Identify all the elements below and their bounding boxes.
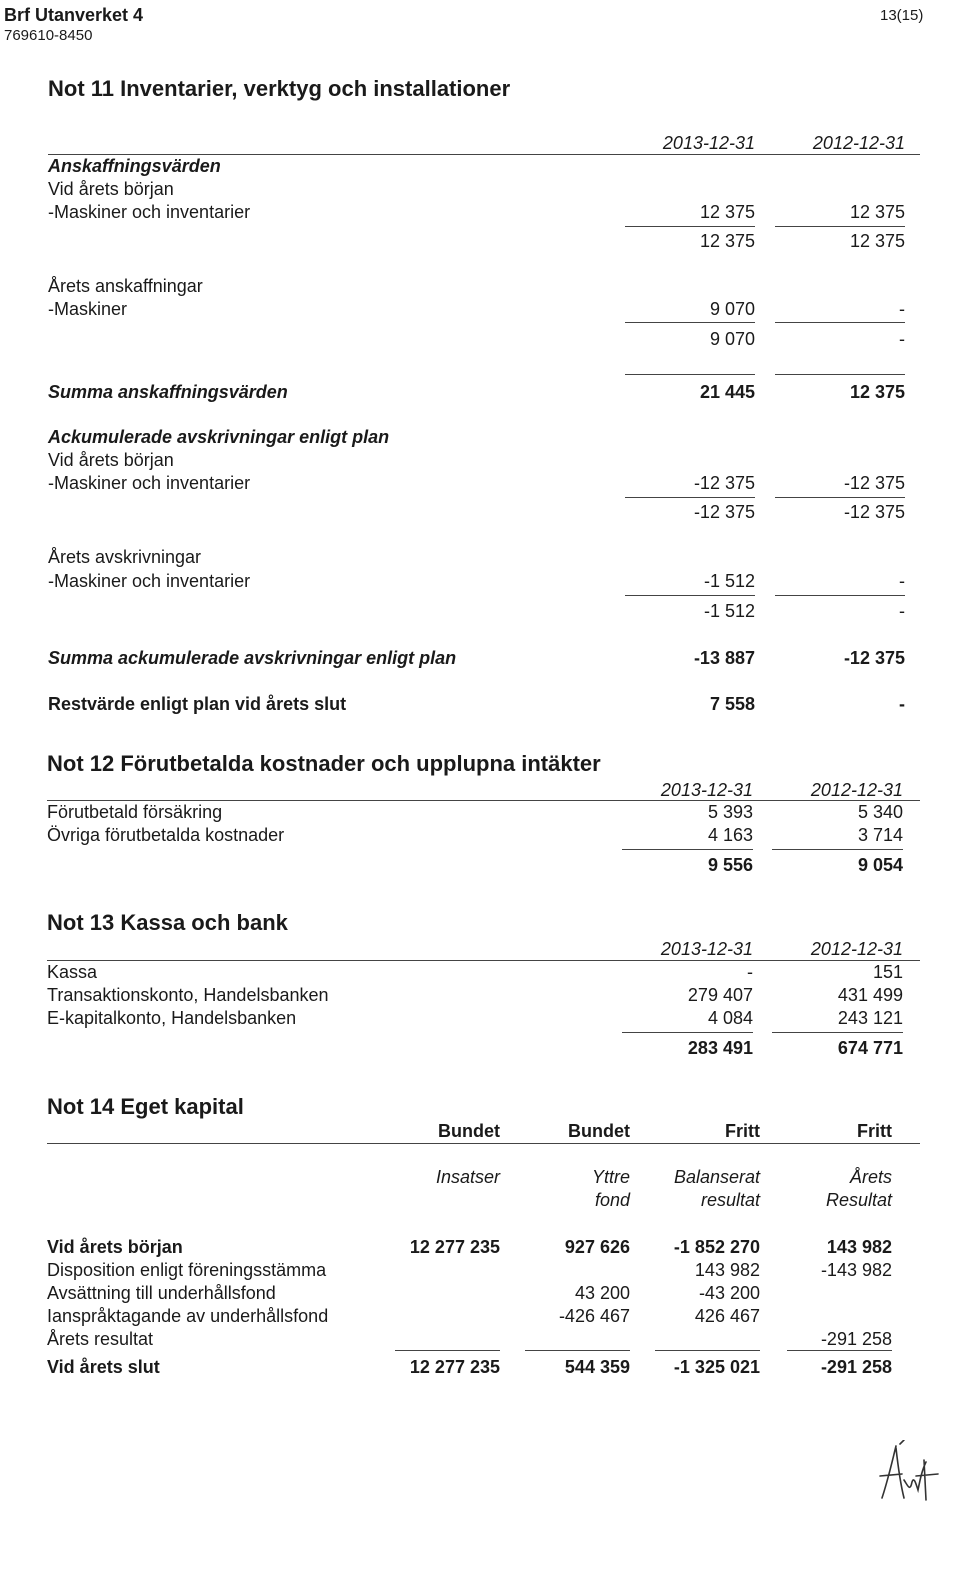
signature-initials [868,1440,948,1510]
total-rule [622,849,753,850]
note12-row-2013: 5 393 [707,802,753,822]
maskiner-inventarier-label: -Maskiner och inventarier [48,202,251,222]
avskr-maskiner-2013: -1 512 [703,571,755,591]
subtotal-2012: - [899,329,905,349]
subtotal-rule [775,226,905,227]
note13-total-2012: 674 771 [837,1038,903,1058]
note14-cell-col2: 544 359 [564,1357,630,1377]
summa-ack-2012: -12 375 [843,648,905,668]
note14-header-rule [47,1143,920,1144]
note14-cell-col2: 927 626 [564,1237,630,1257]
summa-anskaff-2012: 12 375 [849,382,905,402]
total-rule [772,849,903,850]
note14-row-label: Avsättning till underhållsfond [47,1283,276,1303]
note14-sub2-col4: Resultat [825,1190,892,1210]
ack-maskiner-2013: -12 375 [693,473,755,493]
ack-avskr-heading: Ackumulerade avskrivningar enligt plan [48,427,390,447]
note14-cell-col1: 12 277 235 [409,1357,500,1377]
note14-sub-col3: Balanserat [673,1167,760,1187]
subtotal-2013: -12 375 [693,502,755,522]
total-rule [655,1350,760,1351]
summa-anskaff-2013: 21 445 [699,382,755,402]
note13-row-label: Transaktionskonto, Handelsbanken [47,985,329,1005]
subtotal-2013: 12 375 [699,231,755,251]
note14-sub-col4: Årets [849,1167,892,1187]
note14-cell-col3: -1 852 270 [673,1237,760,1257]
note14-sub-col1: Insatser [435,1167,500,1187]
avskr-maskiner-2012: - [899,571,905,591]
subtotal-2013: 9 070 [709,329,755,349]
maskiner-inventarier-2013: 12 375 [699,202,755,222]
note12-row-2013: 4 163 [707,825,753,845]
page-number: 13(15) [880,7,924,24]
note13-row-2013: - [747,962,753,982]
note13-row-2012: 243 121 [837,1008,903,1028]
note14-cell-col1: 12 277 235 [409,1237,500,1257]
arets-anskaffningar-label: Årets anskaffningar [48,276,203,296]
note14-row-label: Vid årets slut [47,1357,160,1377]
note13-total-2013: 283 491 [687,1038,753,1058]
note14-cell-col3: -43 200 [698,1283,760,1303]
anskaff-heading: Anskaffningsvärden [48,156,221,176]
total-rule [787,1350,892,1351]
total-rule [772,1032,903,1033]
note14-sub2-col3: resultat [700,1190,760,1210]
summa-anskaff-label: Summa anskaffningsvärden [48,382,288,402]
maskiner-2013: 9 070 [709,299,755,319]
maskiner-2012: - [899,299,905,319]
note12-row-label: Förutbetald försäkring [47,802,223,822]
note13-row-label: Kassa [47,962,98,982]
note14-cell-col3: -1 325 021 [673,1357,760,1377]
avskr-maskiner-label: -Maskiner och inventarier [48,571,251,591]
note13-col1-header: 2013-12-31 [660,939,753,959]
ack-maskiner-2012: -12 375 [843,473,905,493]
total-rule [625,374,755,375]
note13-row-2013: 279 407 [687,985,753,1005]
restvarde-2013: 7 558 [709,694,755,714]
note14-row-label: Ianspråktagande av underhållsfond [47,1306,329,1326]
note11-header-rule [48,154,920,155]
note11-col2-header: 2012-12-31 [812,133,905,153]
subtotal-2012: -12 375 [843,502,905,522]
total-rule [525,1350,630,1351]
note14-row-label: Disposition enligt föreningsstämma [47,1260,327,1280]
note12-row-2012: 3 714 [857,825,903,845]
note14-title: Not 14 Eget kapital [47,1094,244,1119]
note12-row-label: Övriga förutbetalda kostnader [47,825,285,845]
note11-title: Not 11 Inventarier, verktyg och installationer [48,76,511,101]
note14-cell-col4: 143 982 [826,1237,892,1257]
note14-sub-col2: Yttre [591,1167,630,1187]
note12-header-rule [47,800,920,801]
note13-row-2013: 4 084 [707,1008,753,1028]
note14-cell-col4: -291 258 [820,1357,892,1377]
note12-col1-header: 2013-12-31 [660,780,753,800]
note13-title: Not 13 Kassa och bank [47,910,288,935]
subtotal-2012: - [899,601,905,621]
subtotal-rule [625,595,755,596]
note13-row-label: E-kapitalkonto, Handelsbanken [47,1008,297,1028]
note14-header-col3: Fritt [725,1121,760,1141]
note14-sub2-col2: fond [594,1190,630,1210]
note11-col1-header: 2013-12-31 [662,133,755,153]
note12-title: Not 12 Förutbetalda kostnader och upplupna intäkter [47,751,601,776]
note13-header-rule [47,960,920,961]
vid-arets-borjan-label: Vid årets början [48,179,174,199]
note13-row-2012: 151 [872,962,903,982]
subtotal-rule [625,497,755,498]
note12-col2-header: 2012-12-31 [810,780,903,800]
subtotal-rule [625,226,755,227]
subtotal-2012: 12 375 [849,231,905,251]
maskiner-inventarier-2012: 12 375 [849,202,905,222]
note14-cell-col3: 426 467 [694,1306,760,1326]
restvarde-2012: - [899,694,905,714]
total-rule [395,1350,500,1351]
note14-header-col1: Bundet [438,1121,500,1141]
note12-total-2012: 9 054 [857,855,903,875]
note14-cell-col4: -291 258 [820,1329,892,1349]
note14-row-label: Årets resultat [47,1329,154,1349]
subtotal-rule [625,322,755,323]
note14-cell-col2: 43 200 [574,1283,630,1303]
note14-header-col4: Fritt [857,1121,892,1141]
arets-avskr-label: Årets avskrivningar [48,547,202,567]
subtotal-rule [775,322,905,323]
vid-arets-borjan-label: Vid årets början [48,450,174,470]
total-rule [622,1032,753,1033]
note12-row-2012: 5 340 [857,802,903,822]
subtotal-2013: -1 512 [703,601,755,621]
ack-maskiner-label: -Maskiner och inventarier [48,473,251,493]
note14-cell-col2: -426 467 [558,1306,630,1326]
note14-header-col2: Bundet [568,1121,630,1141]
subtotal-rule [775,497,905,498]
total-rule [775,374,905,375]
note13-row-2012: 431 499 [837,985,903,1005]
note12-total-2013: 9 556 [707,855,753,875]
note14-cell-col3: 143 982 [694,1260,760,1280]
note14-cell-col4: -143 982 [820,1260,892,1280]
summa-ack-label: Summa ackumulerade avskrivningar enligt plan [48,648,457,668]
summa-ack-2013: -13 887 [693,648,755,668]
org-number: 769610-8450 [4,27,93,44]
note13-col2-header: 2012-12-31 [810,939,903,959]
company-name: Brf Utanverket 4 [4,5,144,25]
subtotal-rule [775,595,905,596]
maskiner-label: -Maskiner [48,299,128,319]
note14-row-label: Vid årets början [47,1237,183,1257]
restvarde-label: Restvärde enligt plan vid årets slut [48,694,347,714]
